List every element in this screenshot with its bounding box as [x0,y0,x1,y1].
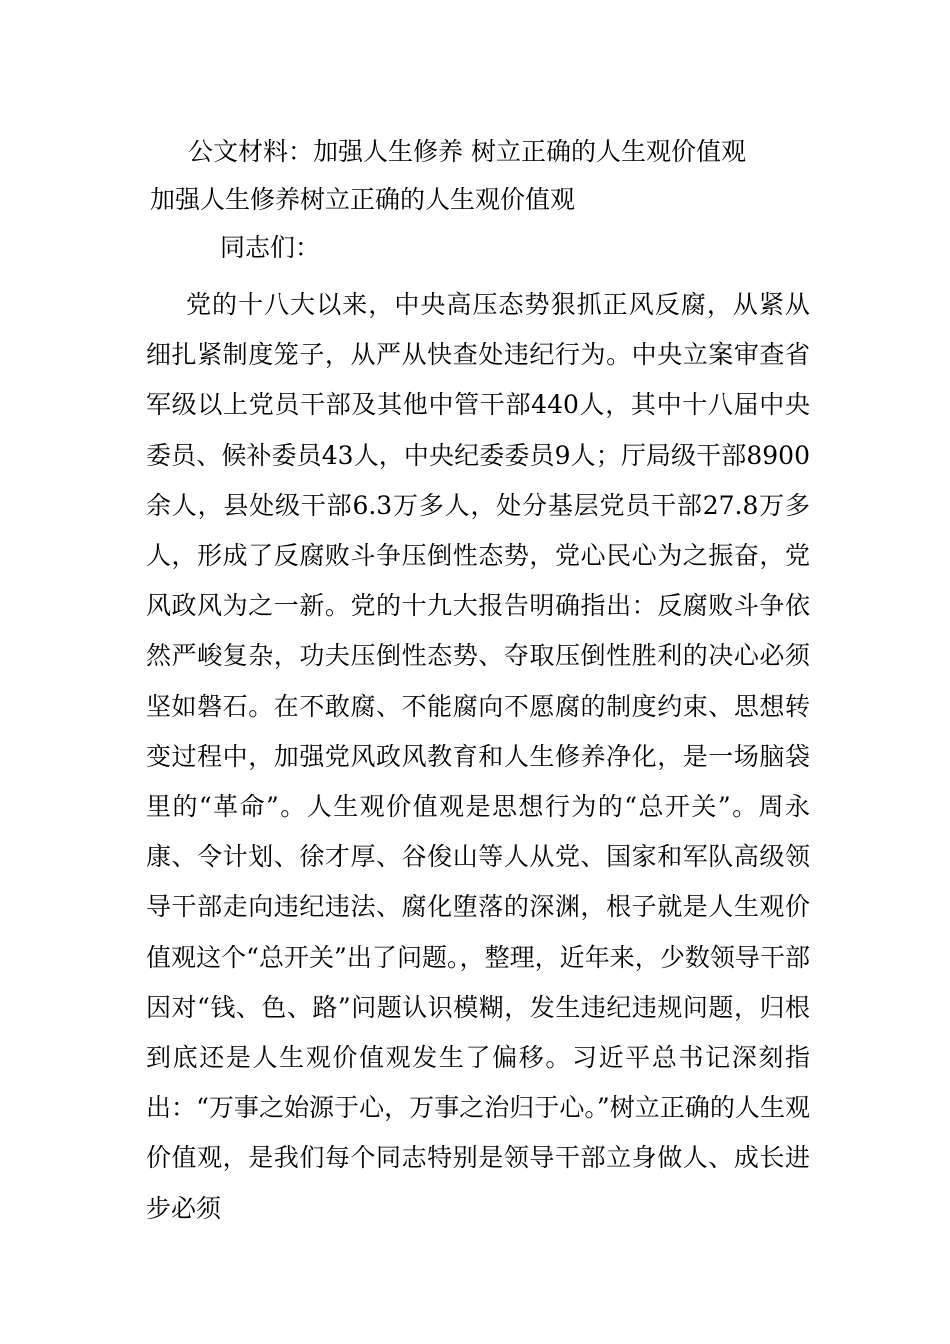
body-paragraph: 党的十八大以来，中央高压态势狠抓正风反腐，从紧从细扎紧制度笼子，从严从快查处违纪行为。中央立案审查省军级以上党员干部及其他中管干部440人，其中十八届中央委员、候补委员43人，中央纪委委员9人；厅局级干部8900余人，县处级干部6.3万多人，处分基层党员干部27.8万多人，形成了反腐败斗争压倒性态势，党心民心为之振奋，党风政风为之一新。党的十九大报告明确指出：反腐败斗争依然严峻复杂，功夫压倒性态势、夺取压倒性胜利的决心必须坚如磐石。在不敢腐、不能腐向不愿腐的制度约束、思想转变过程中，加强党风政风教育和人生修养净化，是一场脑袋里的“革命”。人生观价值观是思想行为的“总开关”。周永康、令计划、徐才厚、谷俊山等人从党、国家和军队高级领导干部走向违纪违法、腐化堕落的深渊，根子就是人生观价值观这个“总开关”出了问题。，整理，近年来，少数领导干部因对“钱、色、路”问题认识模糊，发生违纪违规问题，归根到底还是人生观价值观发生了偏移。习近平总书记深刻指出：“万事之始源于心，万事之治归于心。”树立正确的人生观价值观，是我们每个同志特别是领导干部立身做人、成长进步必须 [146,290,810,1223]
document-title-line-1: 公文材料：加强人生修养 树立正确的人生观价值观 [188,137,746,166]
document-title-line-2: 加强人生修养树立正确的人生观价值观 [150,185,576,214]
salutation: 同志们： [220,233,321,262]
